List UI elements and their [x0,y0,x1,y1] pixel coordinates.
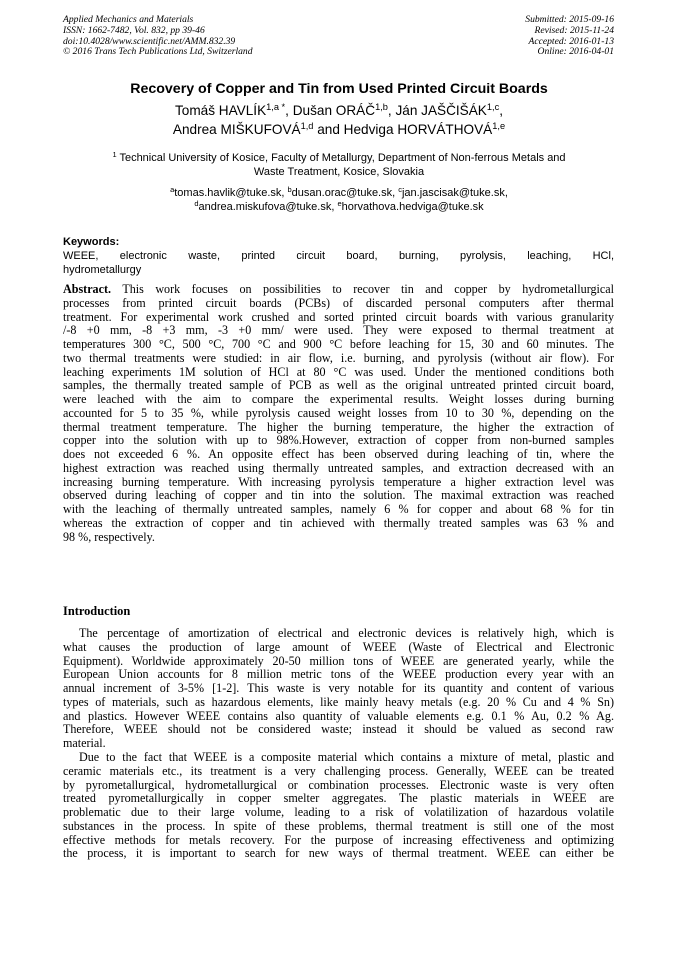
paragraph-line: Equipment). Worldwide approximately 20-50 million tons of WEEE are generated yearly, while the [63,654,614,668]
keywords-line-1 [63,235,614,263]
email-orac-link[interactable]: dusan.orac@tuke.sk, [291,187,399,199]
abstract-line: treatment. For experimental work crushed and sorted printed circuit boards with various granularity [63,310,614,324]
abstract-line: highest extraction was reached using thermally untreated samples, and extraction decreased with an [63,461,614,475]
paragraph-line: annual increment of 3-5% [1-2]. This waste is very notable for its quantity and content of various [63,682,614,695]
author-horvathova: and Hedviga HORVÁTHOVÁ [313,122,493,137]
author-orac: , Dušan ORÁČ [285,103,376,118]
abstract-line: with the leaching of thermally untreated samples, namely 6 % for copper and about 68 % for tin [63,503,614,516]
abstract-text: This work focuses on possibilities to recover tin and copper by hydrometallurgical [111,283,614,296]
email-jascisak-link[interactable]: jan.jascisak@tuke.sk, [401,187,508,199]
keywords-text: WEEE, electronic waste, printed circuit board, burning, pyrolysis, leaching, HCl, [63,250,614,262]
affiliation [70,151,608,179]
email-horvathova-link[interactable]: horvathova.hedviga@tuke.sk [341,201,484,213]
affiliation-line-1 [70,151,608,165]
paragraph-line: problematic due to their large volume, leading to a risk of volatilization of hazardous volatile [63,806,614,819]
affiliation-line-2: Waste Treatment, Kosice, Slovakia [253,166,425,178]
journal-copyright: © 2016 Trans Tech Publications Ltd, Switzerland [63,46,253,58]
paragraph-line: what causes the production of large amount of WEEE (Waste of Electrical and Electronic [63,640,614,654]
author-line-1 [40,101,638,120]
introduction-paragraph-1 [63,627,614,751]
abstract-line: leaching experiments 1M solution of HCl at 80 °C was used. Under the mentioned conditions both [63,365,614,379]
paragraph-line: Due to the fact that WEEE is a composite material which contains a mixture of metal, plastic and [79,751,614,764]
author-separator: , [499,103,503,118]
author-miskufova-sup: 1,d [300,120,314,131]
paragraph-line: ceramic materials etc., its treatment is a very challenging process. Generally, WEEE can be treated [63,764,614,778]
date-submitted: Submitted: 2015-09-16 [525,14,614,25]
email-b-sup: b [287,184,292,194]
date-online: Online: 2016-04-01 [537,46,614,58]
abstract-line: samples, the thermally treated sample of PCB as well as the original untreated printed circuit board, [63,379,614,393]
author-orac-sup: 1,b [375,101,388,112]
keywords-line-2: hydrometallurgy [63,264,142,276]
author-horvathova-sup: 1,e [492,120,506,131]
date-accepted: Accepted: 2016-01-13 [528,35,614,47]
journal-issn: ISSN: 1662-7482, Vol. 832, pp 39-46 [63,24,205,36]
date-revised: Revised: 2015-11-24 [534,24,614,36]
affiliation-text-1: Technical University of Kosice, Faculty of Metallurgy, Department of Non-ferrous Metals and [116,152,566,164]
email-line-2 [60,200,618,214]
author-line-2 [40,120,638,139]
author-jascisak-sup: 1,c [486,101,500,112]
keywords-label: Keywords: [63,236,120,248]
journal-info [63,15,253,58]
journal-name: Applied Mechanics and Materials [63,14,194,25]
abstract-line: whereas the extraction of copper and tin achieved with thermally treated samples was 63 % and [63,516,614,530]
paragraph-line: material. [63,737,106,750]
author-havlik: Tomáš HAVLÍK [174,103,267,118]
paragraph-line: European Union accounts for 8 million metric tons of the WEEE production every year with an [63,668,614,682]
email-a-sup: a [170,184,175,194]
introduction-paragraph-2 [63,751,614,861]
abstract-line: increasing burning temperature. With increasing pyrolysis temperature a higher extraction level was [63,475,614,489]
abstract-line: /-8 +0 mm, -8 +3 mm, -3 +0 mm/ were used. They were exposed to thermal treatment at [63,324,614,338]
email-line-1 [60,186,618,200]
abstract-line: does not exceeded 6 %. An opposite effect has been observed during leaching of tin, where the [63,448,614,461]
abstract-line: processes from printed circuit boards (PCBs) of discarded personal computers after thermal [63,296,614,310]
email-e-sup: e [337,198,342,208]
section-heading-introduction: Introduction [63,604,131,618]
abstract-label: Abstract. [63,283,112,296]
paragraph-line: and plastics. However WEEE contains also quantity of valuable elements e.g. 0.1 % Au, 0.2 % Ag. [63,709,614,723]
email-d-sup: d [194,198,199,208]
abstract-line: copper into the solution with up to 98%.However, extraction of copper from non-burned samples [63,434,614,448]
abstract-line: temperatures 300 °C, 500 °C, 700 °C and 900 °C before leaching for 15, 30 and 60 minutes. The [63,338,614,351]
abstract-line: accounted for 5 to 35 %, while pyrolysis caused weight losses from 10 to 30 %, depending on the [63,406,614,420]
abstract-line: were leached with the aim to compare the experimental results. Weight losses during burning [63,393,614,406]
paragraph-line: substances in the process. In spite of these problems, thermal treatment is still one of the most [63,819,614,833]
email-havlik-link[interactable]: tomas.havlik@tuke.sk, [174,187,288,199]
author-jascisak: , Ján JAŠČIŠÁK [387,103,487,118]
abstract-line: 98 %, respectively. [63,530,155,544]
author-emails [60,186,618,214]
abstract-line [63,283,614,297]
keywords [63,235,614,277]
author-list [40,101,638,139]
paper-title: Recovery of Copper and Tin from Used Printed Circuit Boards [130,81,548,97]
paragraph-line: by pyrometallurgical, hydrometallurgical or combination processes. Electronic waste is very often [63,778,614,792]
email-c-sup: c [398,184,402,194]
paragraph-line: treated pyrometallurgically in copper smelter aggregates. The plastic materials in WEEE are [63,792,614,806]
abstract-line: two thermal treatments were studied: in air flow, i.e. burning, and pyrolysis (without air flow). For [63,351,614,365]
email-miskufova-link[interactable]: andrea.miskufova@tuke.sk, [198,201,338,213]
publication-dates [525,15,614,58]
abstract-line: thermal treatment temperature. The higher the burning temperature, the higher the extraction of [63,420,614,434]
abstract-line: observed during leaching of copper and tin into the solution. The maximal extraction was reached [63,489,614,503]
author-miskufova: Andrea MIŠKUFOVÁ [172,122,301,137]
affiliation-sup: 1 [112,149,117,159]
paragraph-line: The percentage of amortization of electrical and electronic devices is relatively high, which is [79,627,614,640]
paragraph-line: the process, it is important to search for new ways of thermal treatment. WEEE can either be [63,847,614,861]
abstract [63,283,614,544]
paragraph-line: Therefore, WEEE should not be considered waste; instead it should be valued as second raw [63,723,614,737]
author-havlik-sup: 1,a * [266,101,286,112]
journal-doi: doi:10.4028/www.scientific.net/AMM.832.39 [63,35,236,47]
paragraph-line: effective methods for metals recovery. For the purpose of increasing effectiveness and optimizing [63,833,614,847]
paragraph-line: types of materials, such as hazardous elements, like mainly heavy metals (e.g. 20 % Cu and 4 % Sn) [63,695,614,709]
